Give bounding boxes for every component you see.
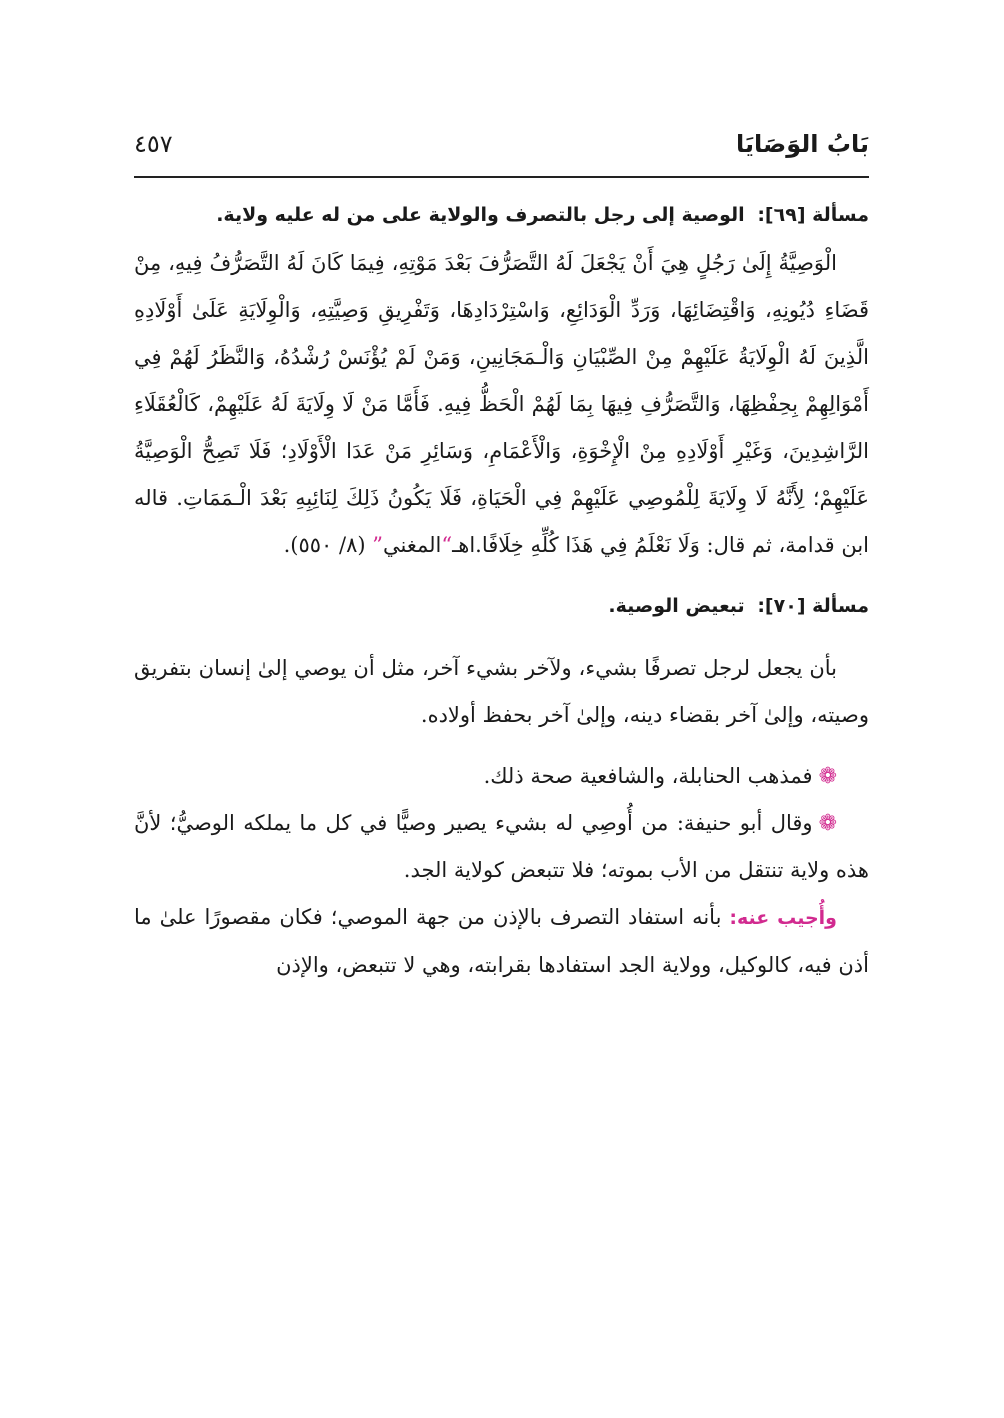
quote-open: “ xyxy=(441,533,453,557)
header-divider xyxy=(134,176,869,178)
issue-69-title: الوصية إلى رجل بالتصرف والولاية على من له عليه ولاية. xyxy=(216,204,745,226)
citation: (٨/ ٥٥٠). xyxy=(283,533,373,557)
issue-69-body xyxy=(134,240,869,569)
issue-70-title: تبعيض الوصية. xyxy=(608,595,745,617)
issue-70-heading xyxy=(134,591,869,621)
flower-bullet-icon: ❁ xyxy=(818,764,837,789)
chapter-title: بَابُ الوَصَايَا xyxy=(735,130,869,158)
bullet-item-hanbali xyxy=(134,753,869,800)
book-page xyxy=(134,118,869,989)
bullet-text: فمذهب الحنابلة، والشافعية صحة ذلك. xyxy=(483,764,813,788)
answer-label: وأُجيب عنه: xyxy=(729,907,837,929)
issue-69-label: مسألة [٦٩]: xyxy=(757,204,869,226)
issue-70-label: مسألة [٧٠]: xyxy=(757,595,869,617)
answer-text: بأنه استفاد التصرف بالإذن من جهة الموصي؛ فكان مقصورًا علىٰ ما أذن فيه، كالوكيل، وولاية الجد استفادها بقرابته، وهي لا تتبعض، والإذن xyxy=(134,905,869,977)
page-header xyxy=(134,118,869,170)
bullet-item-abu-hanifa xyxy=(134,800,869,894)
page-number: ٤٥٧ xyxy=(134,130,173,158)
flower-bullet-icon: ❁ xyxy=(818,811,837,836)
issue-69-text: الْوَصِيَّةُ إِلَىٰ رَجُلٍ هِيَ أَنْ يَجْعَلَ لَهُ التَّصَرُّفَ بَعْدَ مَوْتِهِ، فِيمَا كَانَ لَهُ التَّصَرُّفُ فِيهِ، مِنْ قَضَاءِ دُيُونِهِ، وَاقْتِضَائِهَا، وَرَدِّ الْوَدَائِعِ، وَاسْتِرْدَادِهَا، وَتَفْرِيقِ وَصِيَّتِهِ، وَالْوِلَايَةِ عَلَىٰ أَوْلَادِهِ الَّذِينَ لَهُ الْوِلَايَةُ عَلَيْهِمْ مِنْ الصِّبْيَانِ وَالْـمَجَانِينِ، وَمَنْ لَمْ يُؤْنَسْ رُشْدُهُ، وَالنَّظَرُ لَهُمْ فِي أَمْوَالِهِمْ بِحِفْظِهَا، وَالتَّصَرُّفِ فِيهَا بِمَا لَهُمْ الْحَظُّ فِيهِ. فَأَمَّا مَنْ لَا وِلَايَةَ لَهُ عَلَيْهِمْ، كَالْعُقَلَاءِ الرَّاشِدِينَ، وَغَيْرِ أَوْلَادِهِ مِنْ الْإِخْوَةِ، وَالْأَعْمَامِ، وَسَائِرِ مَنْ عَدَا الْأَوْلَادِ؛ فَلَا تَصِحُّ الْوَصِيَّةُ عَلَيْهِمْ؛ لِأَنَّهُ لَا وِلَايَةَ لِلْمُوصِي عَلَيْهِمْ فِي الْحَيَاةِ، فَلَا يَكُونُ ذَلِكَ لِنَائِبِهِ بَعْدَ الْـمَمَاتِ. قاله ابن قدامة، ثم قال: وَلَا نَعْلَمُ فِي هَذَا كُلِّهِ خِلَافًا.اهـ xyxy=(134,251,869,557)
bullet-text: وقال أبو حنيفة: من أُوصِي له بشيء يصير وصيًّا في كل ما يملكه الوصيُّ؛ لأنَّ هذه ولاية تنتقل من الأب بموته؛ فلا تتبعض كولاية الجد. xyxy=(134,811,869,882)
issue-69-heading xyxy=(134,200,869,230)
answer-paragraph xyxy=(134,894,869,989)
source-name: المغني xyxy=(382,533,442,557)
issue-70-body: بأن يجعل لرجل تصرفًا بشيء، ولآخر بشيء آخر، مثل أن يوصي إلىٰ إنسان بتفريق وصيته، وإلىٰ آخر بقضاء دينه، وإلىٰ آخر بحفظ أولاده. xyxy=(134,656,869,727)
quote-close: ” xyxy=(372,533,383,557)
